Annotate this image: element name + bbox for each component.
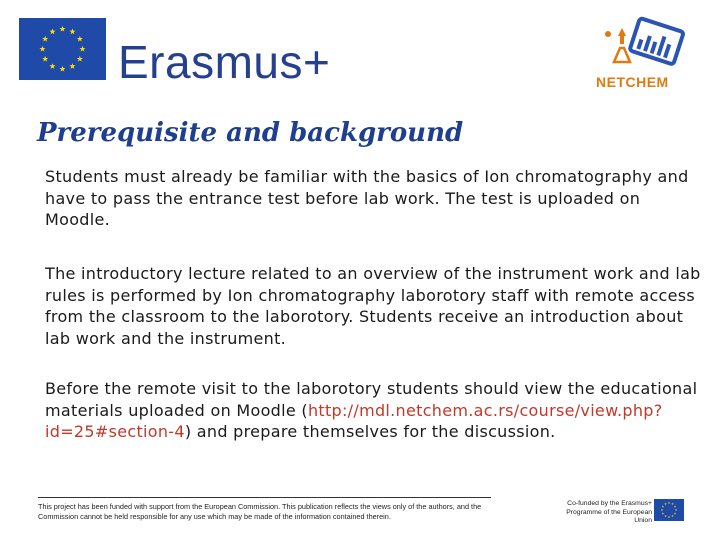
eu-flag-small-icon <box>654 499 684 521</box>
paragraph-remote-visit <box>45 378 705 443</box>
netchem-logo-label: NETCHEM <box>596 74 669 90</box>
eu-star-icon <box>59 26 65 32</box>
footer-divider <box>38 497 491 498</box>
eu-star-icon <box>42 56 48 62</box>
slide-title: Prerequisite and background <box>37 118 464 148</box>
eu-star-icon <box>69 28 75 34</box>
eu-star-icon <box>42 36 48 42</box>
eu-star-icon <box>79 46 85 52</box>
eu-star-icon <box>49 28 55 34</box>
eu-star-icon <box>77 36 83 42</box>
paragraph-prerequisites: Students must already be familiar with the basics of Ion chromatography and have to pass the entrance test before lab work. The test is uploaded on Moodle. <box>45 167 689 229</box>
eu-star-icon <box>77 56 83 62</box>
eu-flag-icon <box>19 18 106 80</box>
erasmus-plus-logo-text: Erasmus+ <box>118 36 331 88</box>
paragraph-remote-visit-text-before: Before the remote visit to the laborotory students should view the educational materials uploaded on Moodle ( <box>45 379 698 420</box>
eu-star-icon <box>39 46 45 52</box>
eu-star-icon <box>69 63 75 69</box>
funding-disclaimer: This project has been funded with support from the European Commission. This publication reflects the views only of the authors, and the Commission cannot be held responsible for any use which may be made of the information contained therein. <box>38 502 482 521</box>
paragraph-remote-visit-text-after: ) and prepare themselves for the discussion. <box>184 422 556 441</box>
cofunded-text: Co-funded by the Erasmus+ Programme of the European Union <box>566 500 652 524</box>
paragraph-introductory-lecture: The introductory lecture related to an overview of the instrument work and lab rules is performed by Ion chromatography laborotory staff with remote access from the classroom to the laborotory. Students receive an introduction about lab work and the instrument. <box>45 264 701 348</box>
eu-star-icon <box>49 63 55 69</box>
moodle-course-link[interactable]: http://mdl.netchem.ac.rs/course/view.php?id=25#section-4 <box>45 400 663 441</box>
eu-star-icon <box>59 66 65 72</box>
